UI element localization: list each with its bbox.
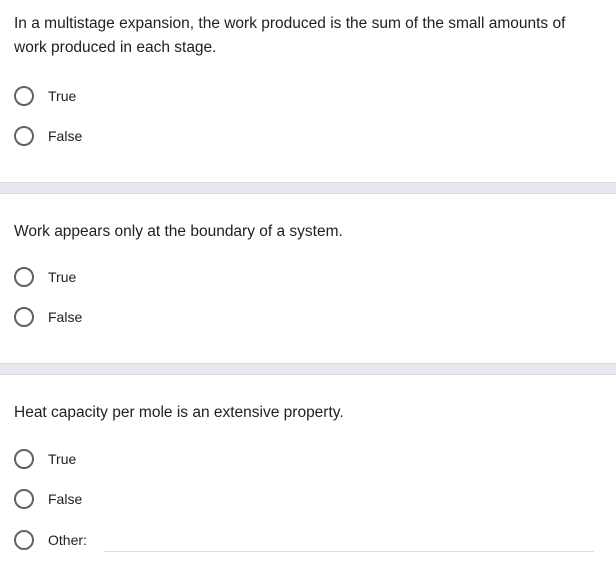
option-label: True <box>48 451 77 467</box>
radio-button-icon[interactable] <box>14 307 34 327</box>
option-label: False <box>48 491 83 507</box>
option-true[interactable] <box>14 448 76 470</box>
radio-button-icon[interactable] <box>14 267 34 287</box>
option-other-label: Other: <box>48 532 87 548</box>
question-separator <box>0 363 616 375</box>
option-label: True <box>48 88 77 104</box>
option-false[interactable] <box>14 488 82 510</box>
option-label: False <box>48 128 83 144</box>
option-label: True <box>48 269 77 285</box>
option-other[interactable] <box>14 529 87 551</box>
radio-button-icon[interactable] <box>14 126 34 146</box>
question-title: In a multistage expansion, the work produced is the sum of the small amounts of work produced in each stage. <box>14 15 566 56</box>
question-card-3 <box>0 375 616 582</box>
option-false[interactable] <box>14 125 82 147</box>
radio-button-icon[interactable] <box>14 449 34 469</box>
option-true[interactable] <box>14 85 76 107</box>
question-separator <box>0 182 616 194</box>
radio-button-icon[interactable] <box>14 86 34 106</box>
option-label: False <box>48 309 83 325</box>
question-card-1 <box>0 0 616 182</box>
option-false[interactable] <box>14 306 82 328</box>
option-true[interactable] <box>14 266 76 288</box>
radio-button-icon[interactable] <box>14 530 34 550</box>
other-text-input[interactable] <box>104 551 594 552</box>
question-title: Heat capacity per mole is an extensive property. <box>14 404 344 421</box>
question-title: Work appears only at the boundary of a system. <box>14 223 343 240</box>
radio-button-icon[interactable] <box>14 489 34 509</box>
question-card-2 <box>0 194 616 363</box>
